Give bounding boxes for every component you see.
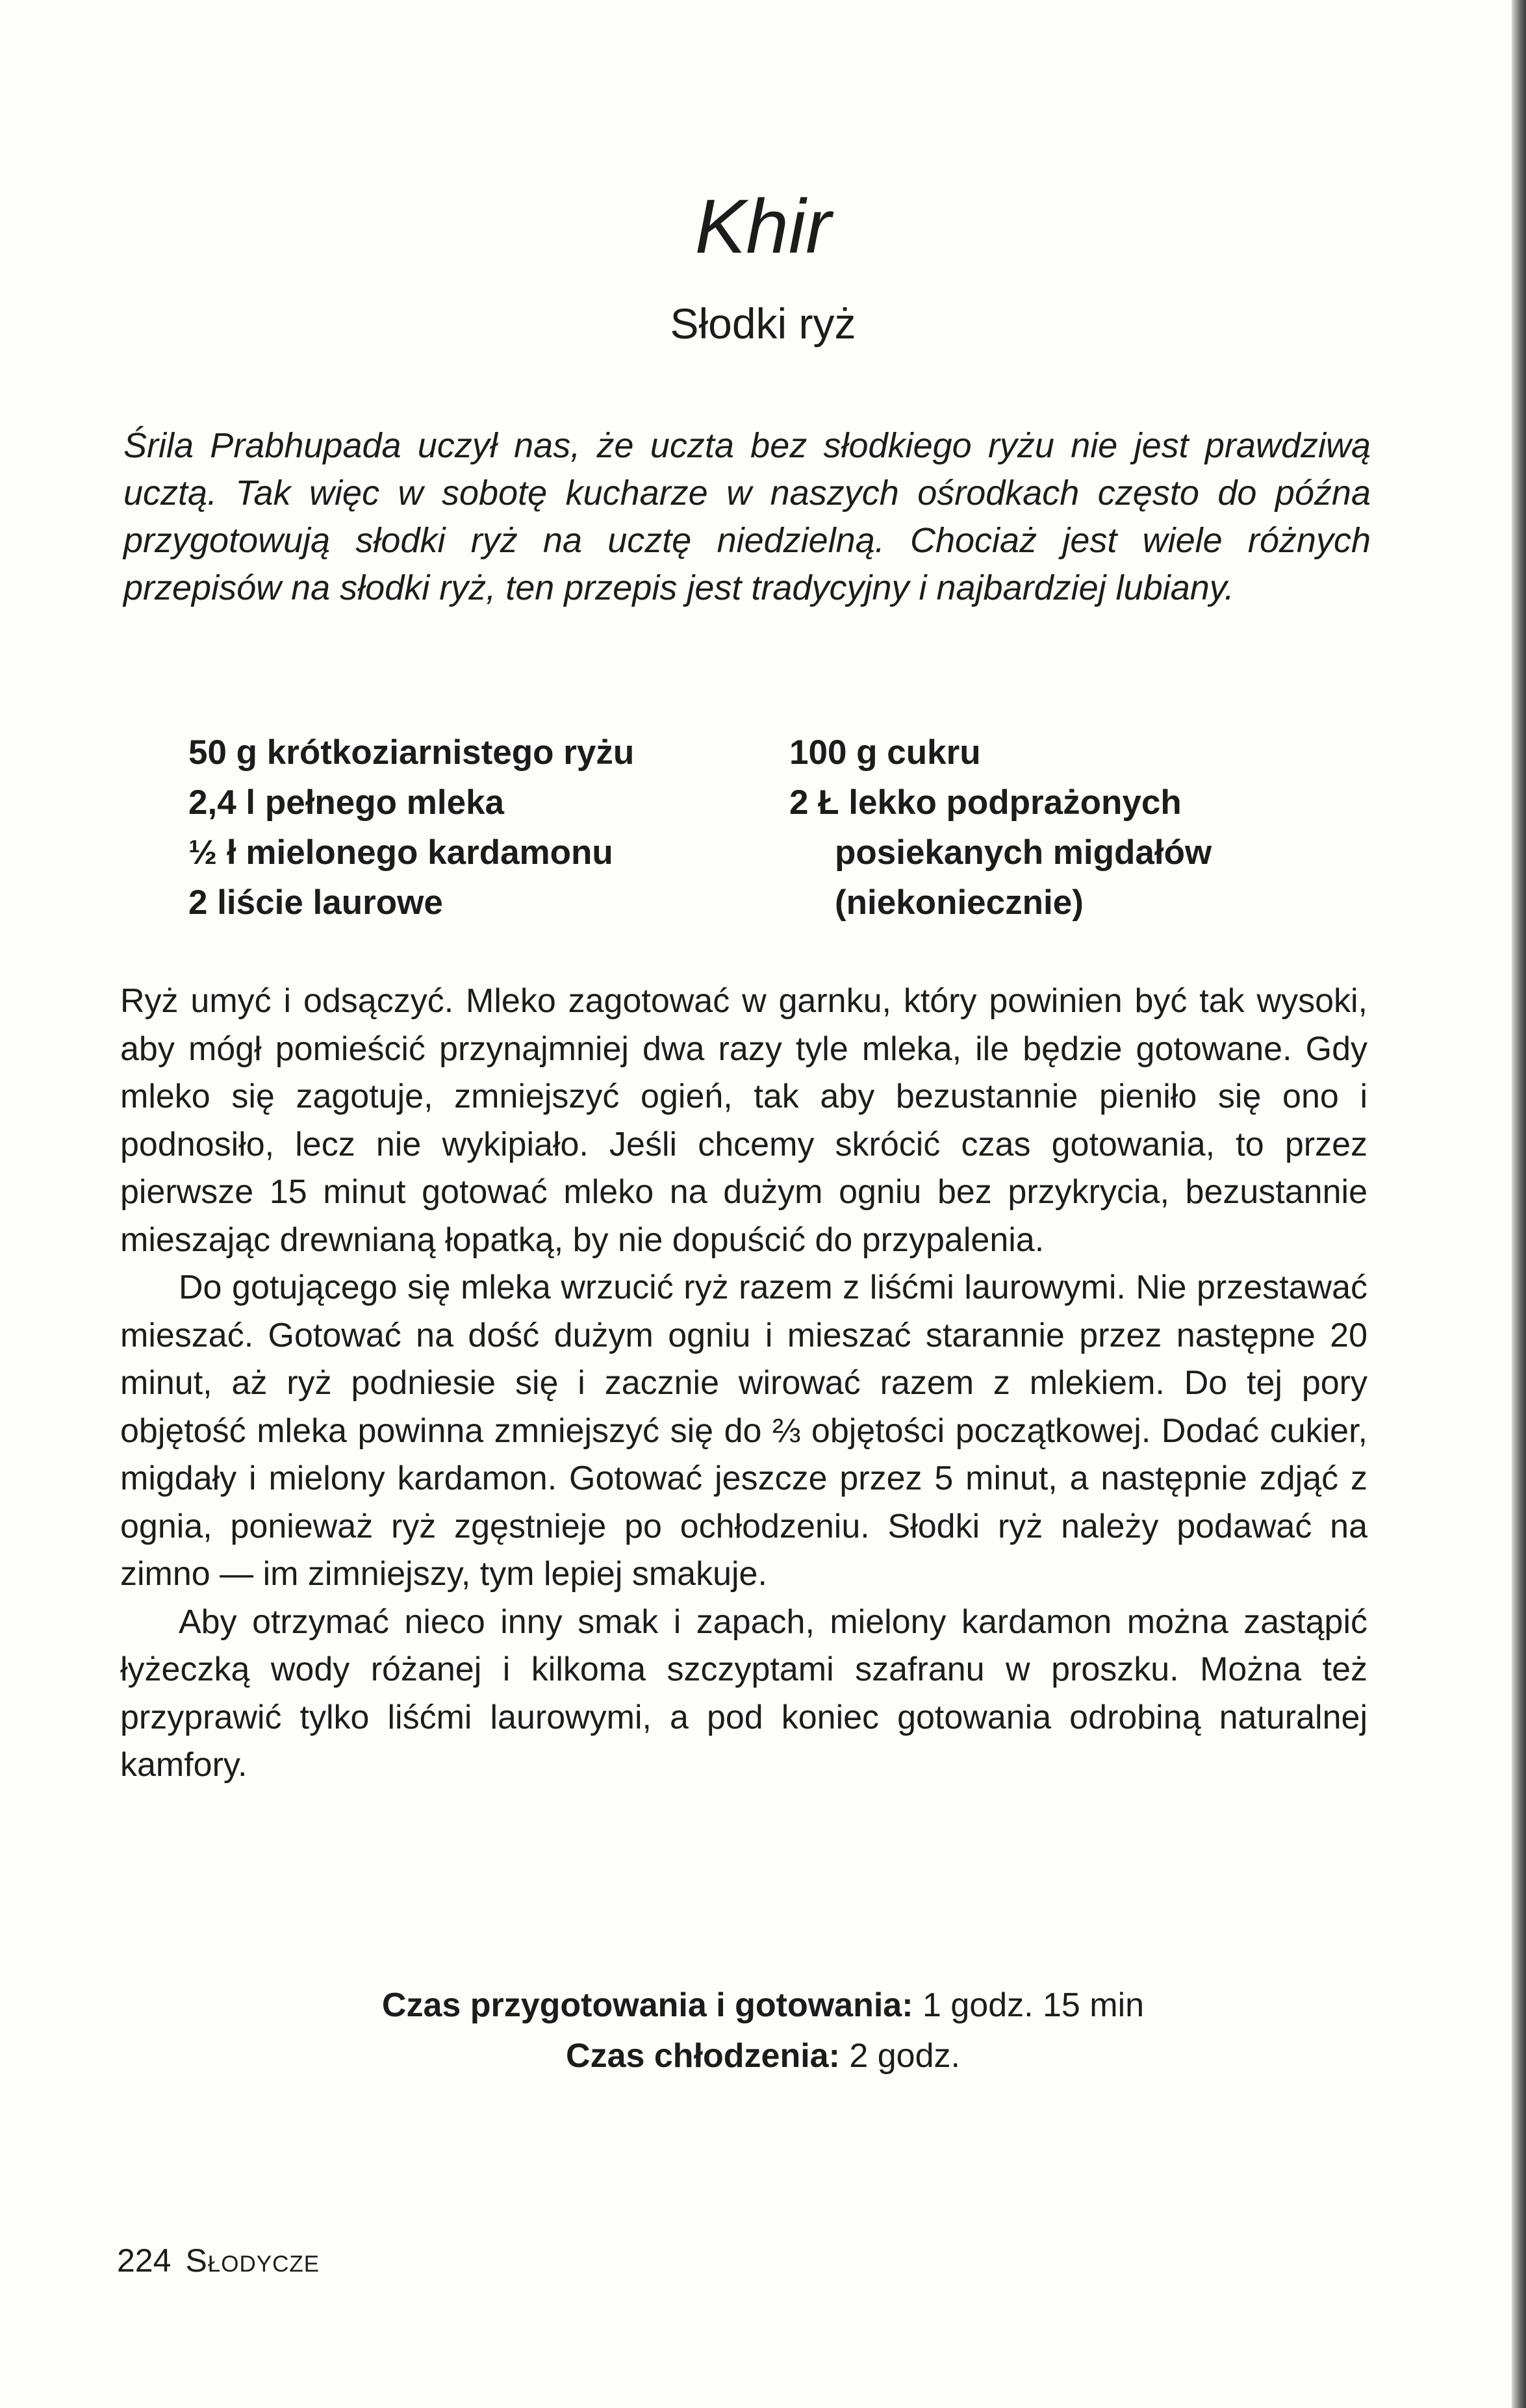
ingredient-item: 2,4 l pełnego mleka bbox=[188, 783, 505, 822]
cooling-time-value: 2 godz. bbox=[849, 2037, 960, 2075]
instruction-paragraph: Aby otrzymać nieco inny smak i zapach, mielony kardamon można zastąpić łyżeczką wody różanej i kilkoma szczyptami szafranu w proszku. Można też przyprawić tylko liśćmi laurowymi, a pod koniec gotowania odrobiną naturalnej kamfory. bbox=[120, 1603, 1367, 1784]
ingredient-item: 100 g cukru bbox=[789, 733, 981, 772]
prep-time-line bbox=[0, 1980, 1526, 2031]
instructions bbox=[120, 978, 1367, 1790]
recipe-title: Khir bbox=[694, 184, 832, 270]
instruction-paragraph: Do gotującego się mleka wrzucić ryż razem z liśćmi laurowymi. Nie przestawać mieszać. Gotować na dość dużym ogniu i mieszać starannie przez następne 20 minut, aż ryż podniesie się i zacznie wirować razem z mlekiem. Do tej pory objętość mleka powinna zmniejszyć się do ⅔ objętości początkowej. Dodać cukier, migdały i mielony kardamon. Gotować jeszcze przez 5 minut, a następnie zdjąć z ognia, ponieważ ryż zgęstnieje po ochłodzeniu. Słodki ryż należy podawać na zimno — im zimniejszy, tym lepiej smakuje. bbox=[120, 1269, 1367, 1593]
recipe-subtitle: Słodki ryż bbox=[670, 299, 856, 348]
instruction-paragraph: Ryż umyć i odsączyć. Mleko zagotować w garnku, który powinien być tak wysoki, aby mógł pomieścić przynajmniej dwa razy tyle mleka, ile będzie gotowane. Gdy mleko się zagotuje, zmniejszyć ogień, tak aby bezustannie pieniło się ono i podnosiło, lecz nie wykipiało. Jeśli chcemy skrócić czas gotowania, to przez pierwsze 15 minut gotować mleko na dużym ogniu bez przykrycia, bezustannie mieszając drewnianą łopatką, by nie dopuścić do przypalenia. bbox=[120, 982, 1367, 1259]
ingredient-item: 2 Ł lekko podprażonych bbox=[789, 783, 1182, 822]
ingredient-item: ½ ł mielonego kardamonu bbox=[188, 833, 613, 872]
ingredients-left-column bbox=[188, 728, 634, 928]
cooling-time-line bbox=[0, 2031, 1526, 2081]
page-footer bbox=[117, 2244, 320, 2277]
timing-block bbox=[0, 1980, 1526, 2081]
prep-time-label: Czas przygotowania i gotowania: bbox=[381, 1986, 913, 2024]
section-name: Słodycze bbox=[185, 2242, 320, 2279]
intro-paragraph: Śrila Prabhupada uczył nas, że uczta bez słodkiego ryżu nie jest prawdziwą ucztą. Tak więc w sobotę kucharze w naszych ośrodkach często do późna przygotowują słodki ryż na ucztę niedzielną. Chociaż jest wiele różnych przepisów na słodki ryż, ten przepis jest tradycyjny i najbardziej lubiany. bbox=[123, 426, 1371, 607]
cooling-time-label: Czas chłodzenia: bbox=[566, 2037, 840, 2075]
prep-time-value: 1 godz. 15 min bbox=[922, 1986, 1145, 2024]
ingredient-item: 2 liście laurowe bbox=[188, 883, 443, 922]
ingredient-item-continued: (niekoniecznie) bbox=[835, 883, 1084, 922]
ingredient-item-continued: posiekanych migdałów bbox=[835, 833, 1212, 872]
ingredients-right-column bbox=[789, 728, 1212, 928]
ingredient-item: 50 g krótkoziarnistego ryżu bbox=[188, 733, 635, 772]
page-number: 224 bbox=[117, 2242, 172, 2279]
